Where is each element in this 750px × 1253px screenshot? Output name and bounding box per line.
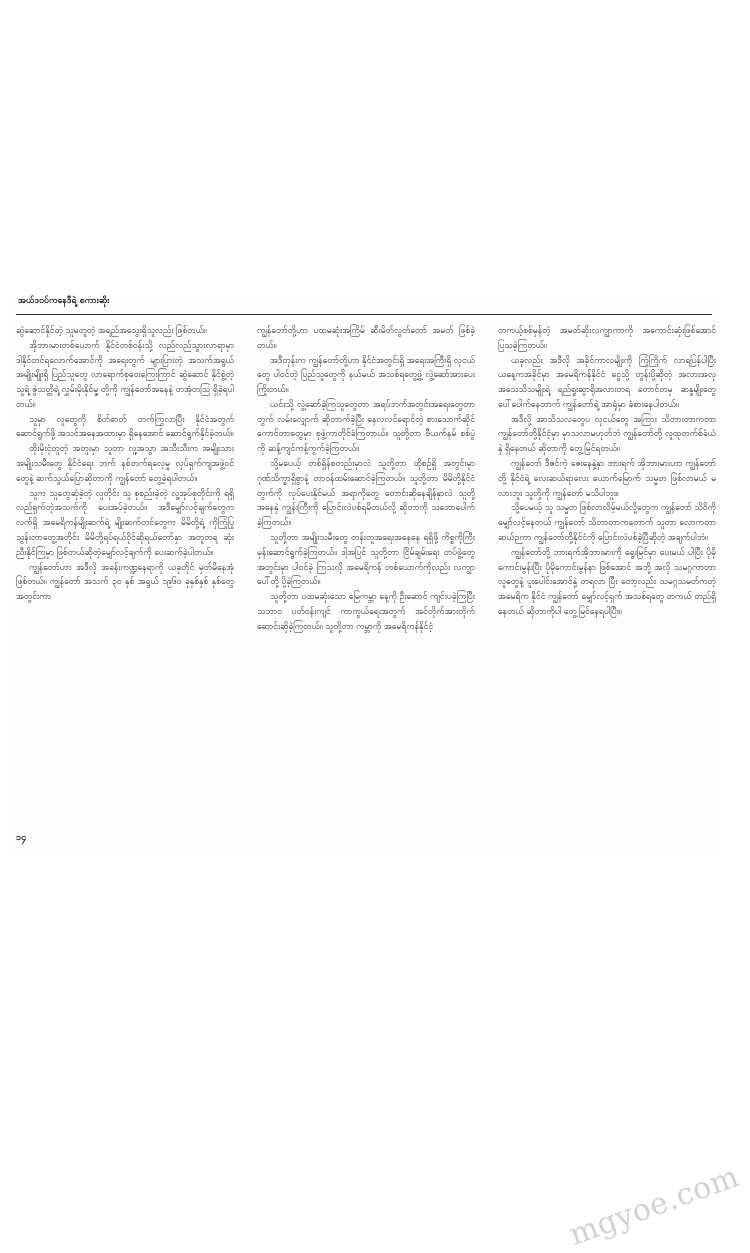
paragraph: အဒီလို့ အာသိသလတွေပ လုငယ်တွေ အကြား သိတားတာကတာ ကျွန်တော်တို့နိုင်ငံ့မှာ မှာသလာမဟုတ်ဘဲ ကျွန်တော်တို့ လူထုတက်စ်ခံယံနှဲ ရှိနေတယ် ဆိုတာကို တွေ့မြင်ရတယ်။ <box>498 414 716 455</box>
text-columns <box>16 324 716 829</box>
paragraph: သူမှာ လူတွေကို စိတ်ဓာတ် တက်ကြွလာပြီး နိုင်ငံအတွက် ဆောင်ရွက်ဖို့ အသင်အနေအထားမှာ ရှိနေအောင် ဆောင်ရွက်နိုင်ခဲ့တယ်။ <box>16 414 234 440</box>
scanned-book-page <box>8 296 720 856</box>
paragraph: ကျွန်တော်တို့ဟာ ပထမဆုံးအကြိမ် ဆီးမိတ်လွတ်တော် အမတ် ဖြစ်ခဲ့တယ်။ <box>257 326 475 351</box>
paragraph: သူတို့တာ ပထမဆုံးသော မြေကမ္ဘာ နေ့ကို ဦးဆောင် ကျင်းပခဲ့ကြပြီး သဘာဝ ပတ်ဝန်းကျင် ကာကွယ်ရေးအတွက် အင်တိုက်အားတိုက် ဆောင်းဆိုခဲ့ကြတယ်။ သူတို့တာ ကမ္ဘာကို အမေရိကန်နိုင်ငံ့ <box>257 592 475 632</box>
paragraph: ယခုလည်း အဒီလို အခိုင်ကာလမျိုးကို ကြုံကြိုက် လာရပြန်ပါပြီး ယနေ့ကအခိုင်မှာ အမေရိကန်နိုင်ငံ ငွေသို့ တွန်းပို့ဆိုတဲ့ အလားအလု အသေသိသမျိုးရဲ့ ရည်ရှုးဆွာရိုအလားတရ တောင်တမှ ဆန္ဒမျိုးတွေ ပေါ်ပေါက်နေတာက် ကျွန်တော်ရဲ့ အာရုံမှာ ခံစားနေပါတယ်။ <box>498 355 716 410</box>
paragraph: ကျွန်တော်တို့ ဘားရက်အိုဘားမားကို ရွေးမြင်မှာ ပေးမယ် ပါပြီး ပိုမိုကောင်းမွန်းပြီး ပိုမိုကောင်းမွန်နာ ဖြစ်အောင် အဘို့ အလို သမဂ္ဂကာတာ လူတွေနဲ့ ပူးပေါင်းအောင်နှဲ့ တရလာ ပြီး တော့လည်း သမဂ္ဂသမတ်ကတဲ့ အမေရိက နိုင်ငံ ကျွန်တော် မျှော်လင့်ရှက် အသစ်ရတွေ တကယ် တည်ရှိနေတယ် ဆိုတာကိုပါ တွေ့မြင်နေရပါပြီး။ <box>498 547 716 617</box>
column-3 <box>498 324 716 829</box>
page-number: ၁၄ <box>16 833 27 843</box>
running-head: အယ်ဒဝပ်ကနေဒီရဲ့ စကားဆိုး <box>18 296 110 306</box>
paragraph: ယင်းသို့ လွဲ့ဆော်ခဲ့ကြသူတွေတာ အရပ်ဘက်အတွင်းအရေးတွေတာတွက် လမ်းလျှောက် ဆိုတာက်ခဲ့ပြီး နေလလင်ရောင်တဲ့ စားသောက်ဆိုင် ကောင်တာတွေမှာ စုဖွဲ့ကာတိုင်ခံကြတာယ်။ သူတို့တာ ဗီယက်နမ် စစ်ပွဲကို ဆန့်ကျင်ကန့်ကွက်ခဲ့ကြတယ်။ <box>257 399 475 455</box>
paragraph: ထိုးမိုးငုံတူတဲ့ အတူးမှာ သူတာ လူ့အသွာ အသီးသီးက အမျိုးသား အမျိုးသမီးတွေ နိုင်ငံရေး ဘက် နစ်တက်ရလေ့မှု လုပ်ရှက်ကျအဖွဲ့ဝင်တွေနဲ့ ဆက်သွယ်ပြောဆိုတာကို ကျွန်တော် တွေ့ခဲ့ရပါတယ်။ <box>16 444 234 484</box>
paragraph: သူက သူတွေဆုံခဲ့တဲ့ လူတိုင်း သူ စုစည်းခဲ့တဲ့ လူ့အုပ်စုတိုင်းကို ရရှိလည်ရှက်တဲ့အသက်ကို ပေးအပ်ခဲ့တယ်။ အဒီမျှော်လင့်ချက်တွေက လက်ရှိ အမေရိကန်မျိုးဆက်ရဲ့ မျိုးဆက်တင်တွေက မိမိတို့ရဲ့ ကိုကြုံပြုသွန်းတာတွေ့အတိုင်း မိမိတို့ရပ်ရယ်ဝိုင်ဆိုရယ်တော်နှာ အတူတရ ဆုံးညီးနိုင်ကြမှာ ဖြစ်တယ်ဆိုတဲ့မျှော်လင့်ချက်ကို ပေးဆက်ခဲ့ပါတယ်။ <box>16 488 234 558</box>
paragraph: အိုဘားမားတစ်ယောက် နိုင်ငံတစ်ဝန်းသို့ လည်လည်သွားလာရာမှာ ဒါနိုင်တင်ရလောက်အောင်ကို အရေးတွက် များပြားတဲ့ အသက်အရွယ် အမျိုးမျိုးရှိ ပြည်သူတွေ လာရောက်စုဝေးကြေးကြာင် ဆွဲဆောင် နိုင်စွဲ့တဲ့ သူရဲ့ ဇွဲသတ္တိရဲ့ လွှမ်းမိုးနိုင်မှု့ တို့ကို ကျွန်တော်အနေနဲ့ တအံ့တသြ ရှိခဲ့ရပါတယ်။ <box>16 340 234 410</box>
paragraph: သို့မပေယ့် တစ်ရှိန်စတည်းမှာလဲ သူတို့တာ ထိုစဉ်ရှိ အတွင်းမှာ ဂုဏ်သိက္ခာရှိစွာနဲ့ တာဝန်ထမ်းဆောင်ခဲ့ကြတယ်။ သူတို့တာ မိမိတို့နိုင်ငံတွက်ကို လုပ်ပေးနိုင်မယ် အရာကိုတွေ တောင်းဆိုနေချိန်နှာလဲ သူတို့ အနေနှဲ ကျွန်းကြီးကို ပြောင်းလဲပစ်ရမိတယ်လို့ ဆိုတာကို သဘောပေါက်ခဲ့ကြတယ်။ <box>257 459 475 529</box>
paragraph: ကျွန်တော် ဒီဇင်ကဲ့ ဇေးနေနှဲ့နှာ ဘားရက် အိုဘားမားဟာ ကျွန်တော်တို့ နိုင်ငံရဲ့ လေးဆယ်ရာလေး ယောက်မြောက် သမ္မတ ဖြစ်လာမယ် မလားဘူး သူတို့ကို ကျွန်တော် မသိပါဘူး။ <box>498 459 716 499</box>
column-1 <box>16 324 234 829</box>
paragraph: ကျွန်တော်ဟာ အဒီလို အခန်းကဏ္ဍနေရာကို ယခုတိုင် မှတ်မိနေအုံ ဖြစ်တယ်။ ကျွန်တော် အသက် ၃၀ နှစ် အရွယ် ၁၉၆၀ ခုနှစ်နှစ် နှစ်တွေအတွင်းကာ <box>16 562 234 603</box>
paragraph: သူတို့တာ အမျိုးသမီးတွေ တန်းတူအရေးအနေနေ ရရှိဖို့ ကိစ္စကိုကြီးမှန်းဆောင်ရွက်ခဲ့ကြတယ်။ ဒါ့အပြင် သူတို့တာ ငြိမ်ချမ်းရေး တပ်ဖွဲ့တွေ အတွင်းမှာ ပါဝင်ခဲ့ ကြသလို အမေရိကန် တစ်ယောက်ကိုလည်း လကျွာ ပေါ်တို့ ပို့ခဲ့ကြတယ်။ <box>257 532 475 588</box>
header-rule <box>16 314 712 315</box>
column-2 <box>257 324 475 829</box>
paragraph: တကယ့်စစ်မှန်တဲ့ အမတ်ဆိုးလကျွာကာကို အကောင်းဆုံးဖြစ်အောင် ပြသခဲ့ကြတယ်။ <box>498 326 716 351</box>
paragraph: အဒီတုန်းက ကျွန်တော်တို့ဟာ နိုင်ငံအတွင်းရှိ အရေးအကြီးရှိ လုငယ်တွေ ပါဝင်တဲ့ ပြည်သူတွေကို နယ်မယ် အသစ်ရတွေ့ဖွဲ့ လွဲ့ဆော်အားပေးကြိုးတယ်။ <box>257 355 475 396</box>
paragraph: သို့ပေမယ့် သူ သမ္မတ ဖြစ်လာလိမ့်မယ်လို့တွေက ကျွန်တော် သိဝိကို မျှော်လင့်နေတယ် ကျွန်တော် သိတာတာကတောက် သူတာ လောကတာဆယ်ဉကာ ကျွန်တော်တို့နိုင်ငံကို ပြောင်းလဲပစ်ခဲ့ပြီဆိုတဲ့ အချက်ပါဘဲ။ <box>498 503 716 543</box>
paragraph: ဆွဲဆောင်နိုင်တဲ့ သူမတူတဲ့ အရည်အသွေးရှိသူလည်း ဖြစ်တယ်။ <box>16 326 207 336</box>
watermark: mgyoe.com <box>564 1159 744 1253</box>
